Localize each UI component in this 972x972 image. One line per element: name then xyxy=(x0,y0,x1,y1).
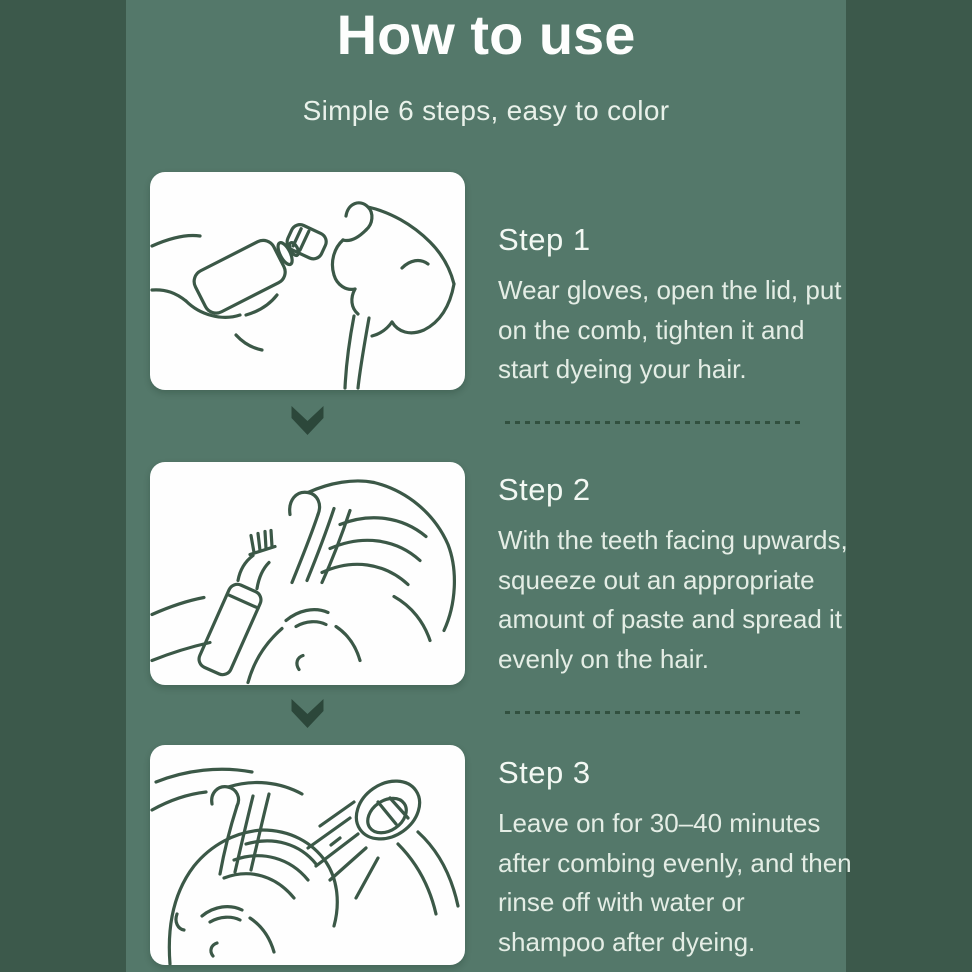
step-2-description-line: With the teeth facing upwards, xyxy=(498,525,848,555)
step-2-illustration-card xyxy=(150,462,465,685)
hands-bottle-comb-illustration xyxy=(150,172,465,390)
page-subtitle: Simple 6 steps, easy to color xyxy=(302,95,670,126)
step-1-description-line: Wear gloves, open the lid, put xyxy=(498,275,842,305)
step-connector-1 xyxy=(289,405,326,436)
step-3-description-line: Leave on for 30–40 minutes xyxy=(498,808,821,838)
chevron-down-icon xyxy=(289,405,326,436)
step-3-illustration-card xyxy=(150,745,465,965)
step-3-description-line: shampoo after dyeing. xyxy=(498,926,756,957)
step-3-description-line: after combing evenly, and then xyxy=(498,847,852,878)
dotted-divider-2 xyxy=(505,711,805,714)
step-2-description xyxy=(498,521,848,679)
step-1-illustration-card xyxy=(150,172,465,390)
step-2-text xyxy=(498,472,848,679)
step-1-label: Step 1 xyxy=(498,222,591,257)
page-title: How to use xyxy=(336,3,636,66)
step-2-description-line: squeeze out an appropriate xyxy=(498,564,815,595)
step-connector-2 xyxy=(289,698,326,729)
chevron-down-icon xyxy=(289,698,326,729)
step-1-description-line: on the comb, tighten it and xyxy=(498,314,805,345)
step-1-description xyxy=(498,271,848,390)
step-3-text xyxy=(498,755,852,962)
step-3-label: Step 3 xyxy=(498,755,591,790)
step-1-description-line: start dyeing your hair. xyxy=(498,354,747,384)
step-1-text xyxy=(498,222,848,390)
step-2-label: Step 2 xyxy=(498,472,591,507)
step-2-description-line: amount of paste and spread it xyxy=(498,604,843,634)
apply-paste-to-hair-illustration xyxy=(150,462,465,685)
step-2-description-line: evenly on the hair. xyxy=(498,643,710,674)
step-3-description xyxy=(498,804,852,962)
rinse-hair-shower-illustration xyxy=(150,745,465,965)
step-3-description-line: rinse off with water or xyxy=(498,887,745,917)
dotted-divider-1 xyxy=(505,421,805,424)
content-column xyxy=(126,0,852,972)
